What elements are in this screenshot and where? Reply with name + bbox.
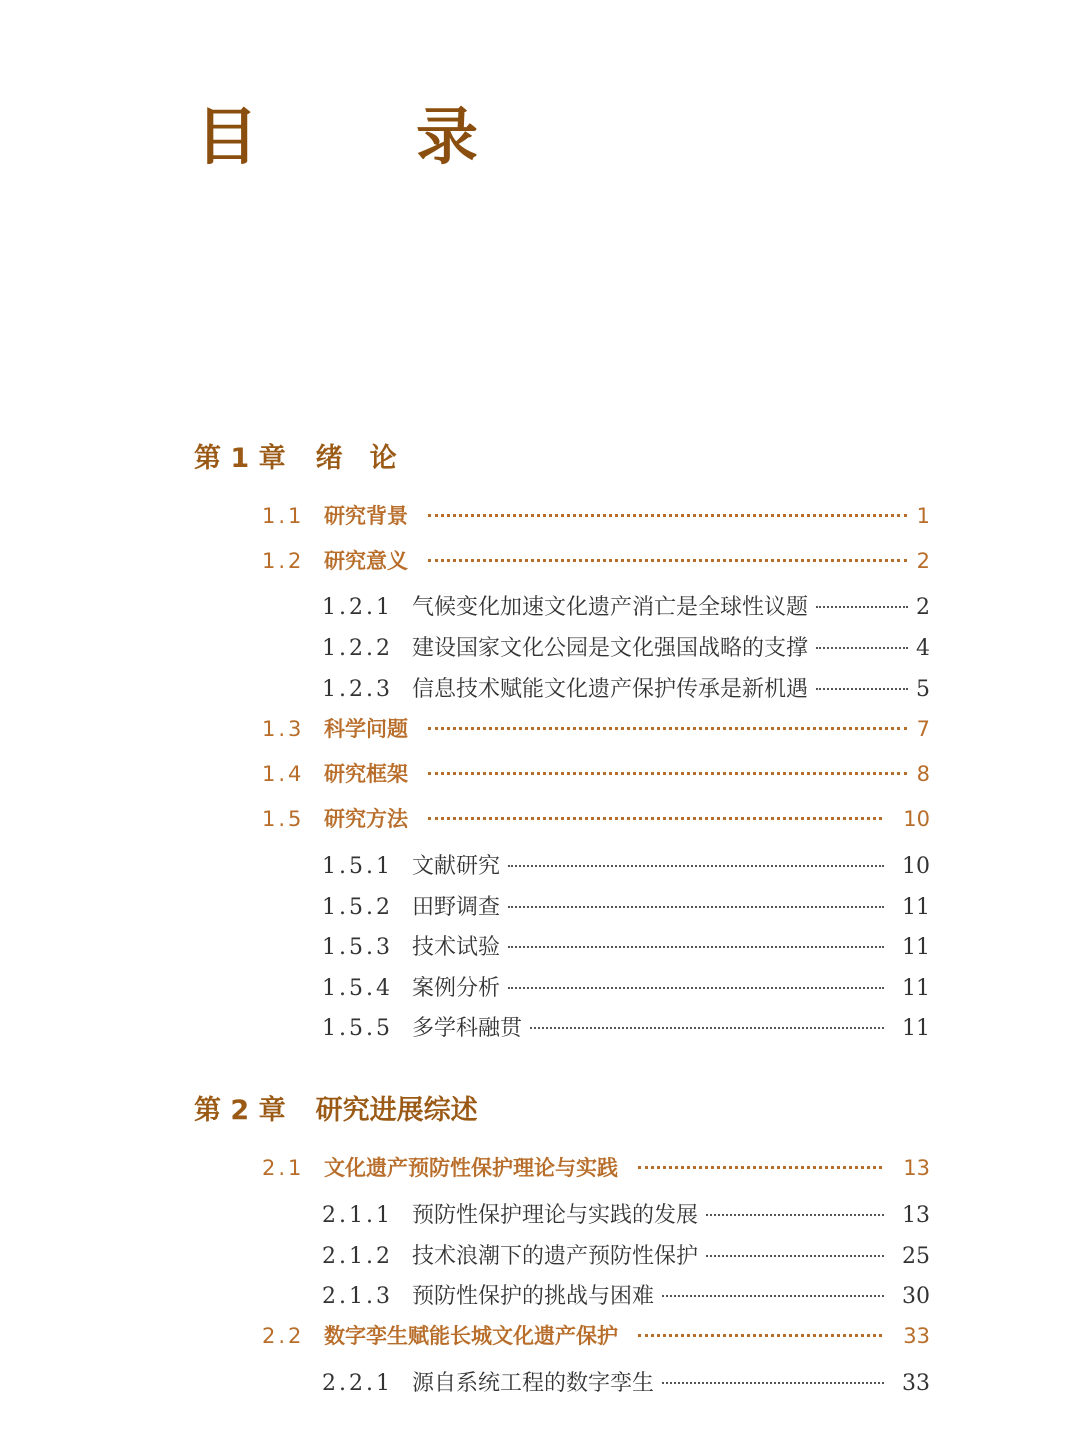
chapter-number: 第 1 章 bbox=[194, 443, 286, 474]
toc-section-entry[interactable] bbox=[262, 500, 930, 530]
section-label: 文化遗产预防性保护理论与实践 bbox=[324, 1156, 618, 1180]
section-number: 2.1 bbox=[262, 1156, 305, 1180]
subsection-number: 1.5.3 bbox=[322, 935, 393, 960]
toc-subsection-entry[interactable] bbox=[322, 631, 930, 662]
subsection-number: 1.2.3 bbox=[322, 677, 393, 702]
subsection-label: 预防性保护的挑战与困难 bbox=[412, 1284, 655, 1309]
section-label: 研究背景 bbox=[324, 504, 408, 528]
toc-subsection-entry[interactable] bbox=[322, 1366, 930, 1397]
page-number: 4 bbox=[916, 636, 930, 661]
section-label: 研究方法 bbox=[324, 807, 408, 831]
page-number: 13 bbox=[902, 1203, 930, 1228]
toc-section-entry[interactable] bbox=[262, 1152, 930, 1182]
section-label: 科学问题 bbox=[324, 717, 408, 741]
page-number: 11 bbox=[902, 895, 930, 920]
toc-subsection-entry[interactable] bbox=[322, 890, 930, 921]
subsection-number: 1.5.1 bbox=[322, 854, 393, 879]
dot-leader bbox=[508, 987, 884, 989]
subsection-label: 案例分析 bbox=[412, 976, 501, 1001]
toc-subsection-entry[interactable] bbox=[322, 930, 930, 961]
page-number: 11 bbox=[902, 1016, 930, 1041]
section-number: 1.2 bbox=[262, 549, 305, 573]
toc-section-entry[interactable] bbox=[262, 803, 930, 833]
subsection-label: 预防性保护理论与实践的发展 bbox=[412, 1203, 699, 1228]
section-number: 2.2 bbox=[262, 1324, 305, 1348]
toc-subsection-entry[interactable] bbox=[322, 672, 930, 703]
subsection-label: 建设国家文化公园是文化强国战略的支撑 bbox=[412, 636, 809, 661]
dot-leader bbox=[706, 1214, 884, 1216]
section-number: 1.1 bbox=[262, 504, 305, 528]
page-number: 11 bbox=[902, 976, 930, 1001]
dot-leader bbox=[816, 647, 908, 649]
toc-subsection-entry[interactable] bbox=[322, 1011, 930, 1042]
toc-section-entry[interactable] bbox=[262, 1320, 930, 1350]
dot-leader bbox=[428, 772, 907, 775]
dot-leader bbox=[816, 606, 908, 608]
dot-leader bbox=[662, 1382, 884, 1384]
subsection-number: 1.2.2 bbox=[322, 636, 393, 661]
page-number: 1 bbox=[916, 504, 930, 528]
subsection-number: 1.2.1 bbox=[322, 595, 393, 620]
dot-leader bbox=[662, 1295, 884, 1297]
page-number: 10 bbox=[903, 807, 930, 831]
subsection-label: 多学科融贯 bbox=[412, 1016, 523, 1041]
toc-subsection-entry[interactable] bbox=[322, 1239, 930, 1270]
page-number: 11 bbox=[902, 935, 930, 960]
section-number: 1.4 bbox=[262, 762, 305, 786]
chapter-name: 研究进展综述 bbox=[315, 1095, 478, 1126]
subsection-number: 2.1.3 bbox=[322, 1284, 393, 1309]
toc-subsection-entry[interactable] bbox=[322, 590, 930, 621]
page-number: 30 bbox=[902, 1284, 930, 1309]
page-number: 25 bbox=[902, 1244, 930, 1269]
subsection-number: 2.1.1 bbox=[322, 1203, 393, 1228]
section-label: 数字孪生赋能长城文化遗产保护 bbox=[324, 1324, 618, 1348]
dot-leader bbox=[638, 1334, 882, 1337]
page-number: 33 bbox=[902, 1371, 930, 1396]
page-number: 2 bbox=[916, 549, 930, 573]
subsection-number: 1.5.5 bbox=[322, 1016, 393, 1041]
subsection-label: 源自系统工程的数字孪生 bbox=[412, 1371, 655, 1396]
section-label: 研究意义 bbox=[324, 549, 408, 573]
dot-leader bbox=[638, 1166, 882, 1169]
page-number: 7 bbox=[916, 717, 930, 741]
dot-leader bbox=[428, 514, 907, 517]
toc-subsection-entry[interactable] bbox=[322, 1279, 930, 1310]
dot-leader bbox=[508, 906, 884, 908]
subsection-label: 文献研究 bbox=[412, 854, 501, 879]
dot-leader bbox=[530, 1027, 884, 1029]
dot-leader bbox=[508, 865, 884, 867]
dot-leader bbox=[508, 946, 884, 948]
chapter-heading[interactable] bbox=[194, 436, 397, 475]
subsection-label: 气候变化加速文化遗产消亡是全球性议题 bbox=[412, 595, 809, 620]
dot-leader bbox=[428, 727, 907, 730]
dot-leader bbox=[706, 1255, 884, 1257]
toc-subsection-entry[interactable] bbox=[322, 849, 930, 880]
toc-section-entry[interactable] bbox=[262, 713, 930, 743]
page-number: 2 bbox=[916, 595, 930, 620]
toc-subsection-entry[interactable] bbox=[322, 971, 930, 1002]
page-title: 目 录 bbox=[196, 100, 527, 173]
section-number: 1.5 bbox=[262, 807, 305, 831]
chapter-heading[interactable] bbox=[194, 1088, 478, 1127]
dot-leader bbox=[428, 559, 907, 562]
chapter-number: 第 2 章 bbox=[194, 1095, 286, 1126]
section-number: 1.3 bbox=[262, 717, 305, 741]
dot-leader bbox=[816, 688, 908, 690]
page-number: 8 bbox=[916, 762, 930, 786]
subsection-label: 信息技术赋能文化遗产保护传承是新机遇 bbox=[412, 677, 809, 702]
chapter-name: 绪 论 bbox=[315, 443, 397, 474]
toc-section-entry[interactable] bbox=[262, 758, 930, 788]
toc-section-entry[interactable] bbox=[262, 545, 930, 575]
subsection-label: 技术试验 bbox=[412, 935, 501, 960]
subsection-number: 2.2.1 bbox=[322, 1371, 393, 1396]
subsection-label: 技术浪潮下的遗产预防性保护 bbox=[412, 1244, 699, 1269]
dot-leader bbox=[428, 817, 882, 820]
subsection-number: 1.5.4 bbox=[322, 976, 393, 1001]
page-number: 10 bbox=[902, 854, 930, 879]
subsection-label: 田野调查 bbox=[412, 895, 501, 920]
subsection-number: 1.5.2 bbox=[322, 895, 393, 920]
toc-subsection-entry[interactable] bbox=[322, 1198, 930, 1229]
subsection-number: 2.1.2 bbox=[322, 1244, 393, 1269]
page-number: 13 bbox=[903, 1156, 930, 1180]
page-number: 33 bbox=[903, 1324, 930, 1348]
page-number: 5 bbox=[916, 677, 930, 702]
section-label: 研究框架 bbox=[324, 762, 408, 786]
